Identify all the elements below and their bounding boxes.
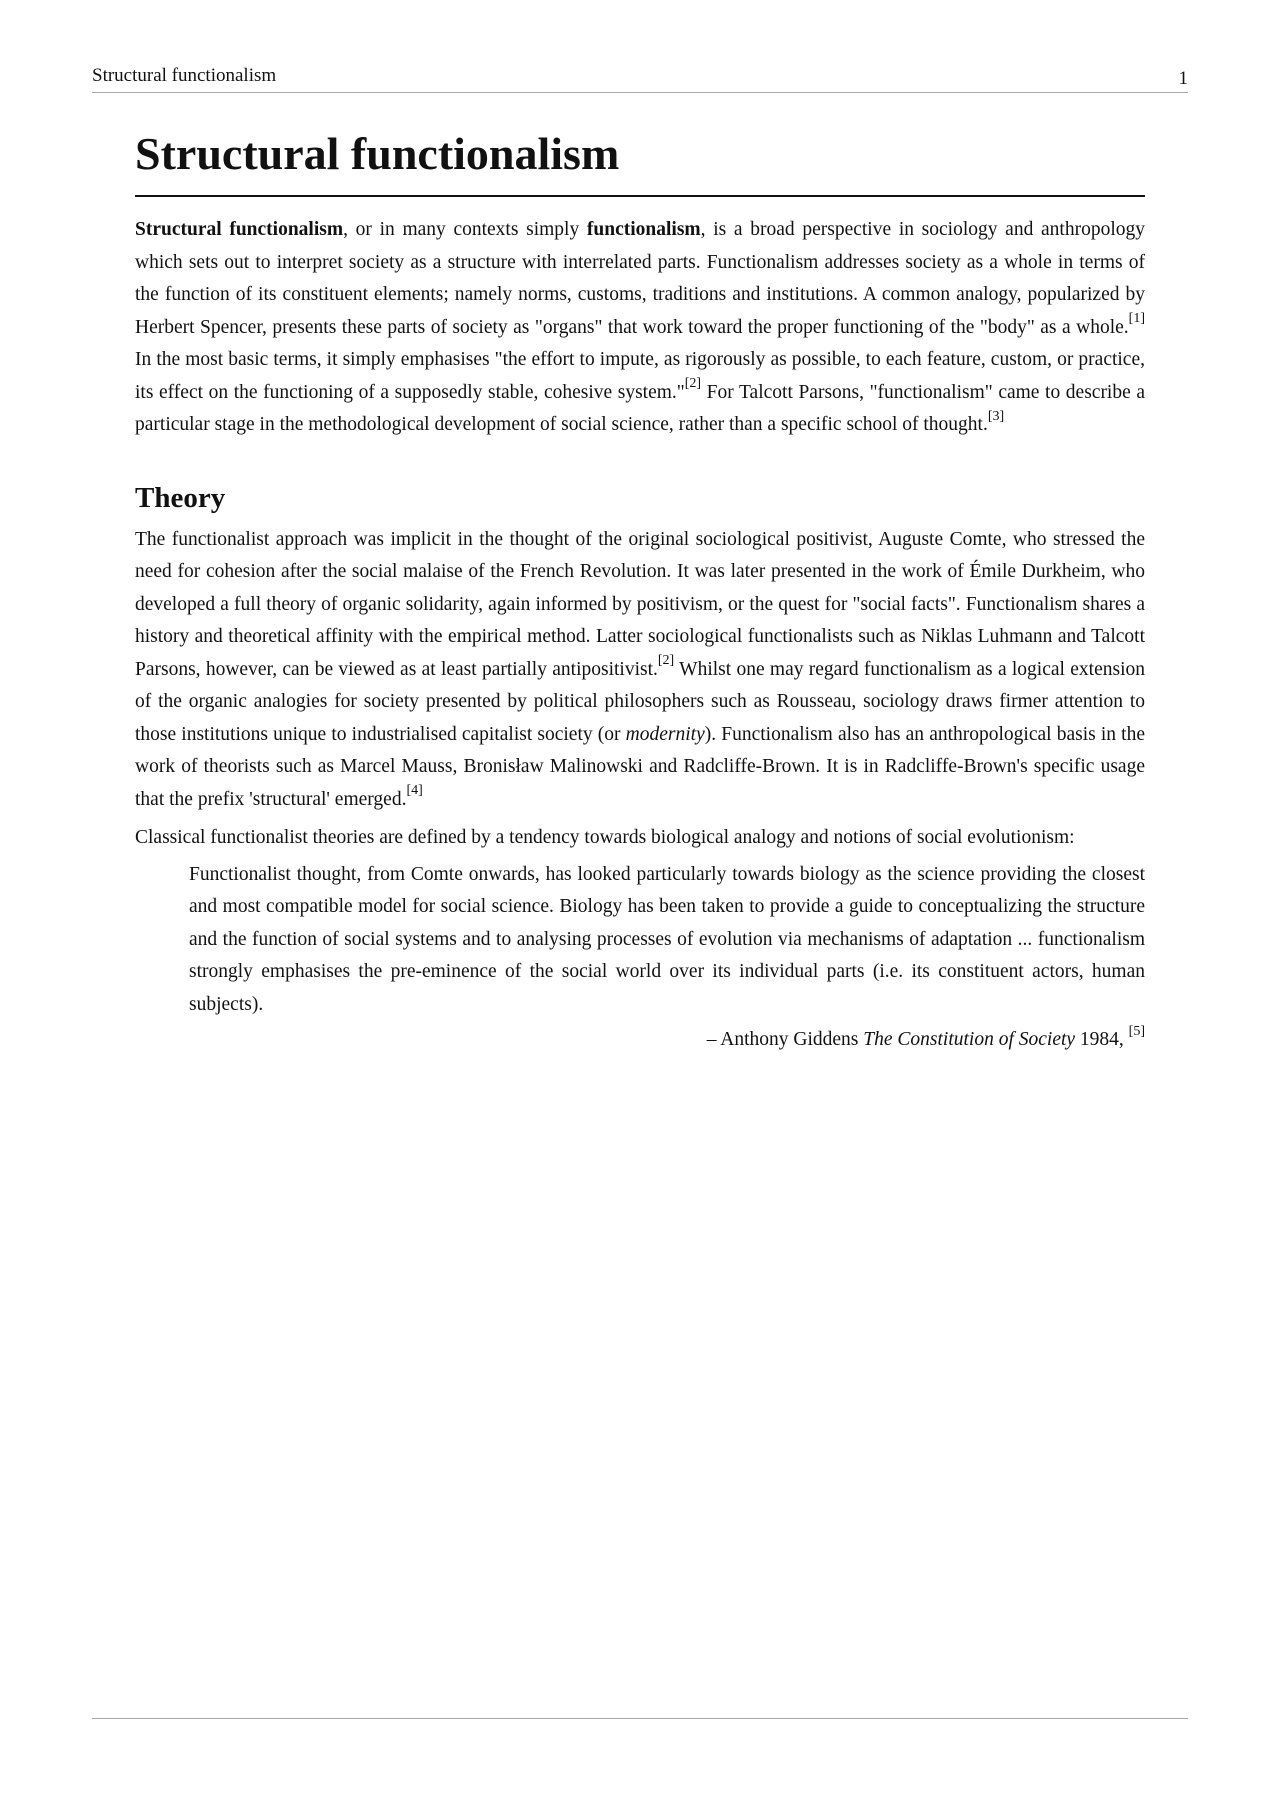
quote-text: Functionalist thought, from Comte onwards, has looked particularly towards biology as the science providing the closest and most compatible model for social science. Biology has been taken to provide a guide to conceptualizing the structure and the function of social systems and to analysing processes of evolution via mechanisms of adaptation ... functionalism strongly emphasises the pre-eminence of the social world over its individual parts (i.e. its constituent actors, human subjects).	[189, 863, 1145, 1015]
citation-link-1[interactable]: [1]	[1128, 311, 1145, 326]
citation-link-2[interactable]: [2]	[684, 376, 702, 391]
attribution-year: 1984,	[1075, 1029, 1129, 1050]
citation-link-4[interactable]: [4]	[406, 783, 423, 798]
theory-heading: Theory	[135, 481, 226, 514]
intro-text-2: , is a broad perspective in sociology and anthropology which sets out to interpret society as a structure with interrelated parts. Functionalism addresses society as a whole in terms of the function of its constituent elements; namely norms, customs, traditions and institutions. A common analogy, popularized by Herbert Spencer, presents these parts of society as "organs" that work toward the proper functioning of the "body" as a whole.	[135, 219, 1146, 338]
theory-paragraph-2: Classical functionalist theories are defined by a tendency towards biological analogy and notions of social evolutionism:	[135, 827, 1075, 848]
citation-link-2b[interactable]: [2]	[657, 653, 675, 668]
quote-attribution	[189, 1023, 1145, 1057]
article-title: Structural functionalism	[135, 120, 1145, 197]
running-title: Structural functionalism	[92, 65, 277, 86]
blockquote	[189, 859, 1145, 1058]
theory-text-3: ). Functionalism also has an anthropological basis in the work of theorists such as Marcel Mauss, Bronisław Malinowski and Radcliffe-Brown. It is in Radcliffe-Brown's specific usage that the prefix 'structural' emerged.	[135, 723, 1145, 810]
attribution-work: The Constitution of Society	[863, 1029, 1076, 1050]
intro-text-3: In the most basic terms, it simply emphasises "the effort to impute, as rigorously as possible, to each feature, custom, or practice, its effect on the functioning of a supposedly stable, cohesive system."	[135, 349, 1145, 403]
page-number: 1	[1178, 68, 1188, 89]
theory-paragraph-1	[135, 524, 1145, 817]
term-functionalism: functionalism	[586, 219, 701, 240]
theory-text-2: Whilst one may regard functionalism as a logical extension of the organic analogies for society presented by political philosophers such as Rousseau, sociology draws firmer attention to those institutions unique to industrialised capitalist society (or	[135, 658, 1145, 745]
citation-link-5[interactable]: [5]	[1128, 1023, 1145, 1039]
intro-text-4: For Talcott Parsons, "functionalism" came to describe a particular stage in the methodological development of social science, rather than a specific school of thought.	[135, 381, 1145, 435]
intro-text-1: , or in many contexts simply	[343, 219, 587, 240]
article-body	[135, 120, 1145, 1057]
running-header	[92, 64, 1188, 93]
theory-text-1: The functionalist approach was implicit in the thought of the original sociological positivist, Auguste Comte, who stressed the need for cohesion after the social malaise of the French Revolution. It was later presented in the work of Émile Durkheim, who developed a full theory of organic solidarity, again informed by positivism, or the quest for "social facts". Functionalism shares a history and theoretical affinity with the empirical method. Latter sociological functionalists such as Niklas Luhmann and Talcott Parsons, however, can be viewed as at least partially antipositivist.	[135, 528, 1145, 680]
term-structural-functionalism: Structural functionalism	[135, 219, 344, 240]
attribution-dash: –	[706, 1029, 721, 1050]
term-modernity: modernity	[625, 723, 705, 745]
footer-rule	[92, 1718, 1188, 1720]
citation-link-3[interactable]: [3]	[987, 408, 1005, 424]
intro-paragraph	[135, 214, 1145, 442]
attribution-author: Anthony Giddens	[720, 1029, 864, 1050]
